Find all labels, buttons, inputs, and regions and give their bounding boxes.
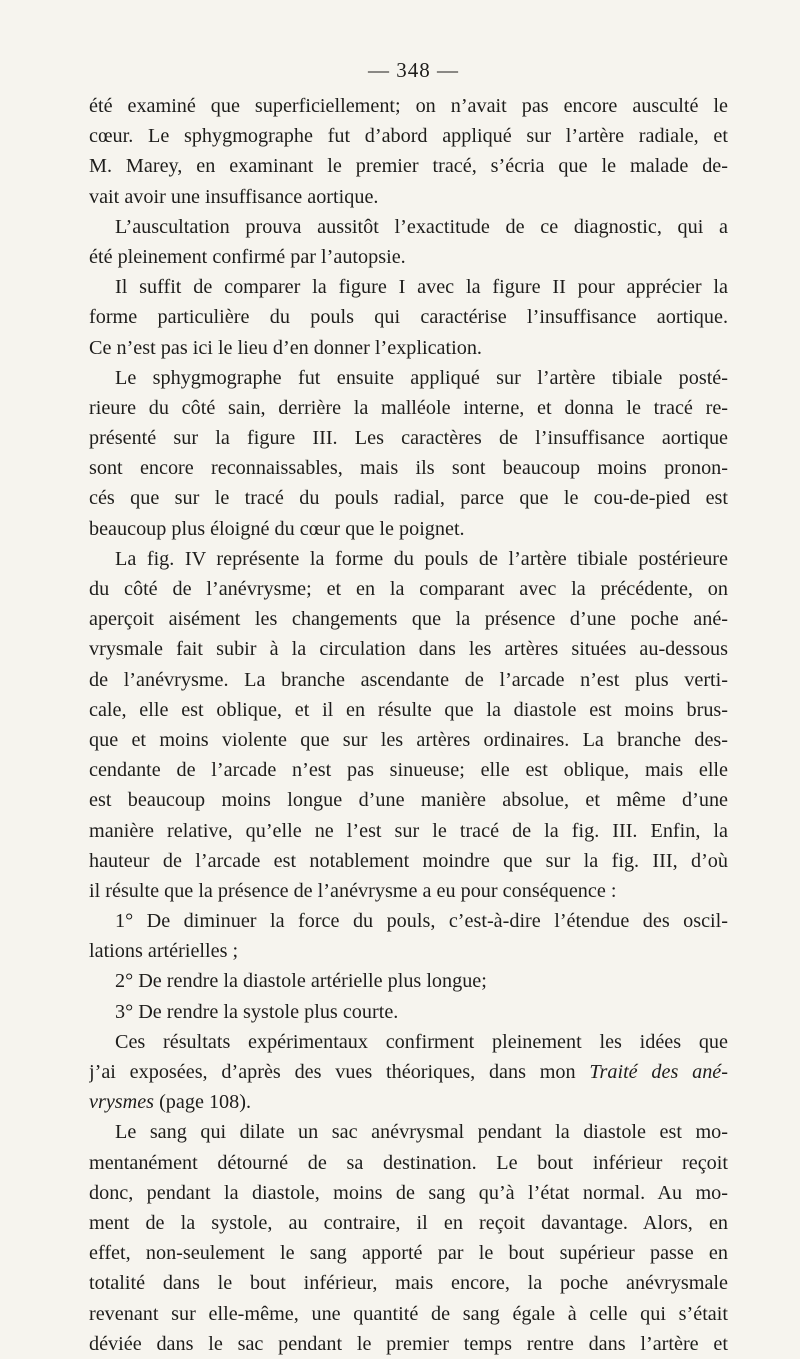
text-line: cale, elle est oblique, et il en résulte que la diastole est moins brus- <box>89 698 728 721</box>
text-line: été examiné que superficiellement; on n’avait pas encore ausculté le <box>89 95 728 117</box>
text-line: forme particulière du pouls qui caractérise l’insuffisance aortique. <box>89 306 728 329</box>
text-line: hauteur de l’arcade est notablement moindre que sur la fig. III, d’où <box>89 849 728 872</box>
text-line: totalité dans le bout inférieur, mais encore, la poche anévrysmale <box>89 1272 728 1295</box>
text-line: été pleinement confirmé par l’autopsie. <box>89 245 406 268</box>
text-line: revenant sur elle-même, une quantité de sang égale à celle qui s’était <box>89 1302 728 1325</box>
paragraph-start: Le sang qui dilate un sac anévrysmal pendant la diastole est mo- <box>115 1121 728 1144</box>
paragraph-start: L’auscultation prouva aussitôt l’exactitude de ce diagnostic, qui a <box>115 215 728 238</box>
paragraph-start: Le sphygmographe fut ensuite appliqué sur l’artère tibiale posté- <box>115 366 728 389</box>
text-line: vait avoir une insuffisance aortique. <box>89 185 379 208</box>
text-line: aperçoit aisément les changements que la présence d’une poche ané- <box>89 608 728 631</box>
text-line: déviée dans le sac pendant le premier temps rentre dans l’artère et <box>89 1332 728 1355</box>
text-line: vrysmale fait subir à la circulation dans les artères situées au-dessous <box>89 638 728 661</box>
text-line: est beaucoup moins longue d’une manière absolue, et même d’une <box>89 789 728 812</box>
text-line: beaucoup plus éloigné du cœur que le poignet. <box>89 517 465 540</box>
text-line: manière relative, qu’elle ne l’est sur le tracé de la fig. III. Enfin, la <box>89 819 728 842</box>
paragraph-start: Ces résultats expérimentaux confirment pleinement les idées que <box>115 1030 728 1053</box>
text-line: donc, pendant la diastole, moins de sang qu’à l’état normal. Au mo- <box>89 1181 728 1204</box>
text-line: cendante de l’arcade n’est pas sinueuse; elle est oblique, mais elle <box>89 759 728 782</box>
text-line: sont encore reconnaissables, mais ils sont beaucoup moins pronon- <box>89 457 728 480</box>
text-line: mentanément détourné de sa destination. Le bout inférieur reçoit <box>89 1151 728 1174</box>
text-line: ment de la systole, au contraire, il en reçoit davantage. Alors, en <box>89 1211 728 1234</box>
text-line: cés que sur le tracé du pouls radial, parce que le cou-de-pied est <box>89 487 728 510</box>
text-line <box>89 1057 728 1087</box>
paragraph-start: La fig. IV représente la forme du pouls de l’artère tibiale postérieure <box>115 547 728 570</box>
text-line: rieure du côté sain, derrière la malléole interne, et donna le tracé re- <box>89 396 728 419</box>
text-line: M. Marey, en examinant le premier tracé, s’écria que le malade de- <box>89 155 728 178</box>
body-text <box>89 91 728 1359</box>
text-run: (page 108). <box>154 1091 252 1114</box>
text-line: effet, non-seulement le sang apporté par le bout supérieur passe en <box>89 1242 728 1265</box>
page-number: — 348 — <box>368 58 459 82</box>
text-line: que et moins violente que sur les artères ordinaires. La branche des- <box>89 728 728 751</box>
text-line: il résulte que la présence de l’anévrysme a eu pour conséquence : <box>89 879 617 902</box>
list-item-3: 3° De rendre la systole plus courte. <box>115 1000 399 1023</box>
paragraph-start: Il suffit de comparer la figure I avec la figure II pour apprécier la <box>115 276 728 299</box>
text-line: cœur. Le sphygmographe fut d’abord appliqué sur l’artère radiale, et <box>89 125 728 148</box>
text-run: j’ai exposées, d’après des vues théoriques, dans mon <box>89 1061 590 1083</box>
list-item-2: 2° De rendre la diastole artérielle plus longue; <box>115 970 487 993</box>
list-item-1: 1° De diminuer la force du pouls, c’est-à-dire l’étendue des oscil- <box>115 910 728 933</box>
text-line: présenté sur la figure III. Les caractères de l’insuffisance aortique <box>89 427 728 450</box>
book-title-italic: vrysmes <box>89 1091 155 1114</box>
text-line: lations artérielles ; <box>89 940 239 963</box>
text-line: Ce n’est pas ici le lieu d’en donner l’explication. <box>89 336 482 359</box>
text-line: de l’anévrysme. La branche ascendante de l’arcade n’est plus verti- <box>89 668 728 691</box>
book-title-italic: Traité des ané- <box>589 1061 728 1083</box>
text-line: du côté de l’anévrysme; et en la comparant avec la précédente, on <box>89 578 728 600</box>
text-line <box>89 1087 728 1117</box>
